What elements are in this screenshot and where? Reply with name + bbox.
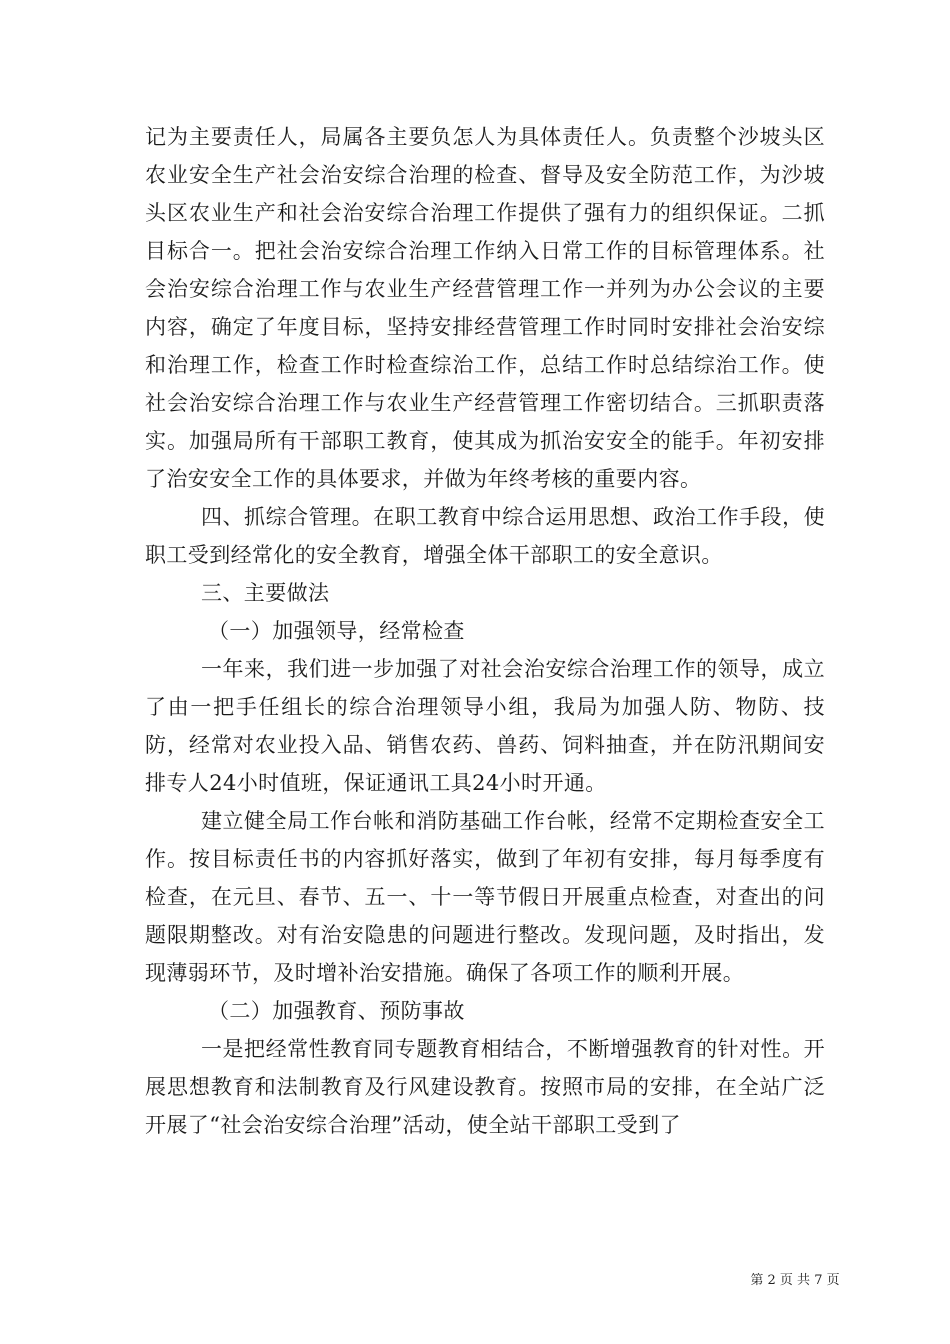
subsection-heading-leadership: （一）加强领导，经常检查 [208, 619, 465, 643]
paragraph-education: 一是把经常性教育同专题教育相结合，不断增强教育的针对性。开展思想教育和法制教育及行风建设教育。按照市局的安排，在全站广泛开展了“社会治安综合治理”活动，使全站干部职工受到了 [145, 1037, 825, 1137]
paragraph-comprehensive-management: 四、抓综合管理。在职工教育中综合运用思想、政治工作手段，使职工受到经常化的安全教育，增强全体干部职工的安全意识。 [145, 505, 825, 567]
paragraph-responsibility: 记为主要责任人，局属各主要负怎人为具体责任人。负责整个沙坡头区农业安全生产社会治安综合治理的检查、督导及安全防范工作，为沙坡头区农业生产和社会治安综合治理工作提供了强有力的组织保证。二抓目标合一。把社会治安综合治理工作纳入日常工作的目标管理体系。社会治安综合治理工作与农业生产经营管理工作一并列为办公会议的主要内容，确定了年度目标，坚持安排经营管理工作时同时安排社会治安综和治理工作，检查工作时检查综治工作，总结工作时总结综治工作。使社会治安综合治理工作与农业生产经营管理工作密切结合。三抓职责落实。加强局所有干部职工教育，使其成为抓治安安全的能手。年初安排了治安安全工作的具体要求，并做为年终考核的重要内容。 [145, 125, 825, 491]
page-footer [0, 1269, 950, 1288]
document-body [145, 118, 825, 1144]
paragraph-inspection: 建立健全局工作台帐和消防基础工作台帐，经常不定期检查安全工作。按目标责任书的内容抓好落实，做到了年初有安排，每月每季度有检查，在元旦、春节、五一、十一等节假日开展重点检查，对查出的问题限期整改。对有治安隐患的问题进行整改。发现问题，及时指出，发现薄弱环节，及时增补治安措施。确保了各项工作的顺利开展。 [145, 809, 825, 985]
page-number: 第 2 页 共 7 页 [750, 1273, 840, 1288]
subsection-heading-education: （二）加强教育、预防事故 [208, 999, 465, 1023]
section-heading-main-practices: 三、主要做法 [201, 581, 330, 605]
paragraph-leadership: 一年来，我们进一步加强了对社会治安综合治理工作的领导，成立了由一把手任组长的综合治理领导小组，我局为加强人防、物防、技防，经常对农业投入品、销售农药、兽药、饲料抽查，并在防汛期间安排专人24小时值班，保证通讯工具24小时开通。 [145, 657, 825, 795]
